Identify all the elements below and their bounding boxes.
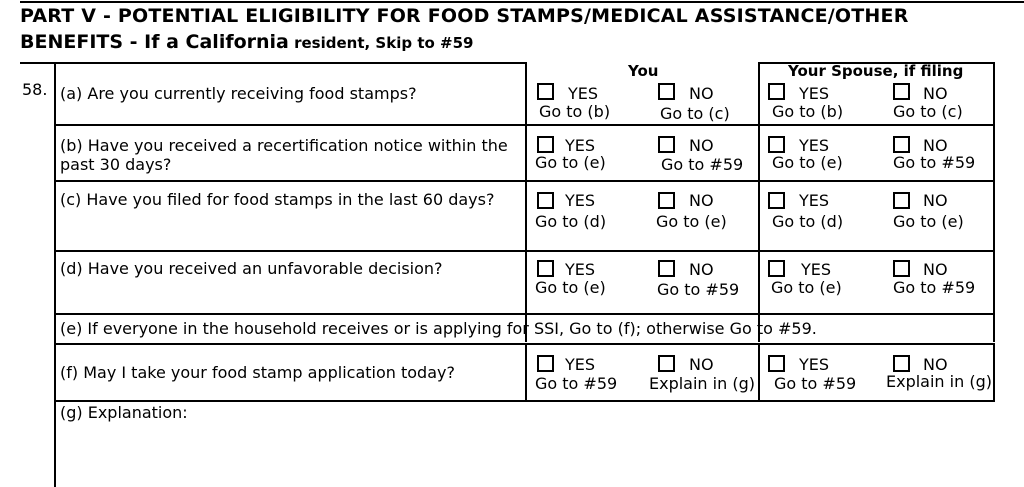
col-divider <box>993 62 995 342</box>
goto-text: Go to (b) <box>772 102 844 121</box>
label-yes: YES <box>799 191 830 210</box>
col-divider <box>525 345 527 402</box>
checkbox-spouse-no-f[interactable] <box>893 355 910 372</box>
top-rule <box>20 1 1024 3</box>
goto-text: Go to #59 <box>893 153 976 172</box>
checkbox-spouse-yes-b[interactable] <box>768 136 785 153</box>
checkbox-you-no-c[interactable] <box>658 192 675 209</box>
checkbox-you-yes-b[interactable] <box>537 136 554 153</box>
label-yes: YES <box>799 84 830 103</box>
label-yes: YES <box>565 191 596 210</box>
question-d: (d) Have you received an unfavorable decision? <box>60 259 443 278</box>
goto-text: Go to (e) <box>771 278 842 297</box>
column-header-spouse: Your Spouse, if filing <box>788 62 964 80</box>
column-header-you: You <box>628 62 659 80</box>
label-yes: YES <box>565 355 596 374</box>
part-subtitle-bold: BENEFITS - If a California <box>20 31 289 53</box>
label-no: NO <box>923 191 948 210</box>
col-divider <box>758 62 760 342</box>
goto-text: Go to #59 <box>661 155 744 174</box>
checkbox-spouse-yes-d[interactable] <box>768 260 785 277</box>
checkbox-you-no-d[interactable] <box>658 260 675 277</box>
question-e: (e) If everyone in the household receives or is applying for SSI, Go to (f); otherwise Go to #59. <box>60 319 817 338</box>
label-no: NO <box>923 84 948 103</box>
goto-text: Go to (c) <box>893 102 963 121</box>
goto-text: Go to (e) <box>535 278 606 297</box>
label-no: NO <box>923 260 948 279</box>
label-no: NO <box>689 260 714 279</box>
checkbox-spouse-no-b[interactable] <box>893 136 910 153</box>
goto-text: Go to (c) <box>660 104 730 123</box>
row-border <box>54 400 995 402</box>
row-border <box>54 313 995 315</box>
question-number: 58. <box>22 80 48 99</box>
checkbox-spouse-yes-a[interactable] <box>768 83 785 100</box>
goto-text: Go to (e) <box>656 212 727 231</box>
question-b: (b) Have you received a recertification notice within the past 30 days? <box>60 136 508 174</box>
question-f: (f) May I take your food stamp application today? <box>60 363 455 382</box>
question-c: (c) Have you filed for food stamps in the last 60 days? <box>60 190 495 209</box>
label-yes: YES <box>799 355 830 374</box>
row-border <box>54 124 995 126</box>
goto-text: Explain in (g) <box>886 372 992 391</box>
label-yes: YES <box>565 136 596 155</box>
part-subtitle <box>20 31 473 53</box>
label-yes: YES <box>801 260 832 279</box>
row-border <box>54 250 995 252</box>
row-border <box>54 343 995 345</box>
question-a: (a) Are you currently receiving food stamps? <box>60 84 417 103</box>
label-yes: YES <box>568 84 599 103</box>
checkbox-you-yes-d[interactable] <box>537 260 554 277</box>
checkbox-spouse-yes-f[interactable] <box>768 355 785 372</box>
checkbox-you-no-b[interactable] <box>658 136 675 153</box>
label-no: NO <box>923 136 948 155</box>
label-no: NO <box>689 191 714 210</box>
row-border <box>20 62 525 64</box>
goto-text: Explain in (g) <box>649 374 755 393</box>
col-divider <box>758 345 760 402</box>
part-title: PART V - POTENTIAL ELIGIBILITY FOR FOOD STAMPS/MEDICAL ASSISTANCE/OTHER <box>20 5 909 27</box>
checkbox-you-yes-c[interactable] <box>537 192 554 209</box>
goto-text: Go to (d) <box>535 212 607 231</box>
label-no: NO <box>689 355 714 374</box>
goto-text: Go to (b) <box>539 102 611 121</box>
checkbox-you-yes-f[interactable] <box>537 355 554 372</box>
checkbox-you-no-a[interactable] <box>658 83 675 100</box>
col-divider <box>525 62 527 342</box>
checkbox-spouse-no-a[interactable] <box>893 83 910 100</box>
row-border <box>54 180 995 182</box>
goto-text: Go to (e) <box>535 153 606 172</box>
goto-text: Go to #59 <box>535 374 618 393</box>
checkbox-you-no-f[interactable] <box>658 355 675 372</box>
col-divider <box>993 345 995 402</box>
checkbox-spouse-no-d[interactable] <box>893 260 910 277</box>
goto-text: Go to #59 <box>893 278 976 297</box>
checkbox-you-yes-a[interactable] <box>537 83 554 100</box>
label-no: NO <box>689 136 714 155</box>
label-yes: YES <box>799 136 830 155</box>
label-no: NO <box>689 84 714 103</box>
label-no: NO <box>923 355 948 374</box>
goto-text: Go to #59 <box>774 374 857 393</box>
goto-text: Go to (d) <box>772 212 844 231</box>
goto-text: Go to (e) <box>772 153 843 172</box>
goto-text: Go to (e) <box>893 212 964 231</box>
part-subtitle-note: resident, Skip to #59 <box>288 34 474 52</box>
label-yes: YES <box>565 260 596 279</box>
checkbox-spouse-yes-c[interactable] <box>768 192 785 209</box>
checkbox-spouse-no-c[interactable] <box>893 192 910 209</box>
goto-text: Go to #59 <box>657 280 740 299</box>
question-g: (g) Explanation: <box>60 403 188 422</box>
